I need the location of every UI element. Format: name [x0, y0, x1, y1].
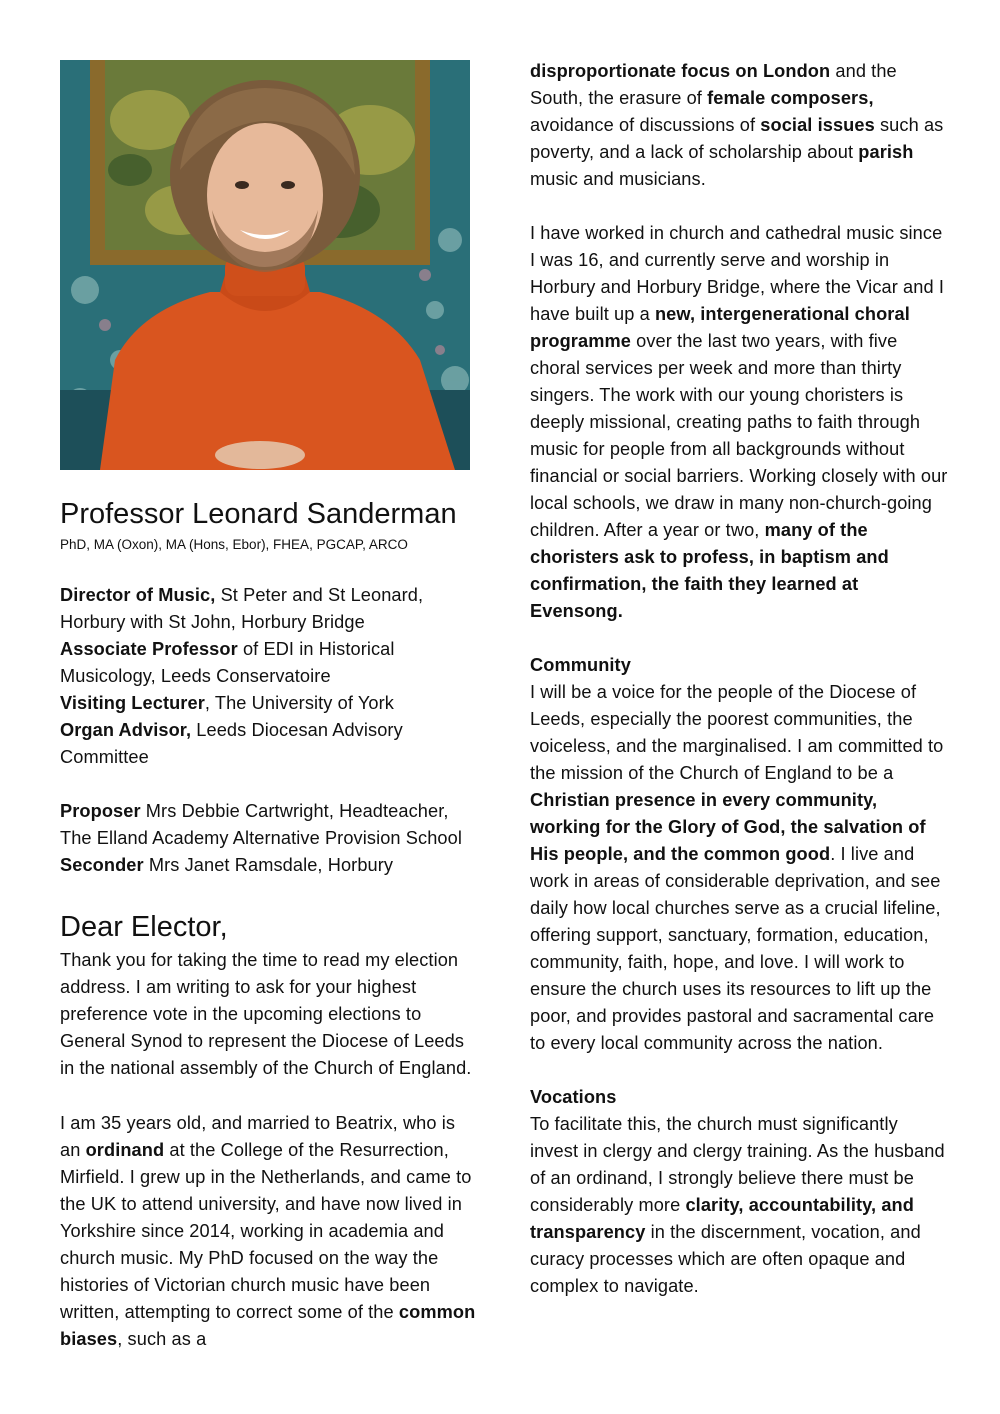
- candidate-portrait: [60, 60, 470, 470]
- bio-continued-paragraph: disproportionate focus on London and the South, the erasure of female composers, avoidance of discussions of social issues such as poverty, and a lack of scholarship about parish music and musicians.: [530, 61, 944, 189]
- intro-paragraph: Thank you for taking the time to read my election address. I am writing to ask for your highest preference vote in the upcoming elections to General Synod to represent the Diocese of Leeds in the national assembly of the Church of England.: [60, 950, 472, 1078]
- candidate-name: Professor Leonard Sanderman: [60, 498, 457, 530]
- role-item: Visiting Lecturer, The University of York: [60, 693, 394, 713]
- vocations-heading: Vocations: [530, 1087, 617, 1107]
- church-music-paragraph: I have worked in church and cathedral music since I was 16, and currently serve and worship in Horbury and Horbury Bridge, where the Vicar and I have built up a new, intergenerational choral programme over the last two years, with five choral services per week and more than thirty singers. The work with our young choristers is deeply missional, creating paths to faith through music for people from all backgrounds without financial or social barriers. Working closely with our local schools, we draw in many non-church-going children. After a year or two, many of the choristers ask to profess, in baptism and confirmation, the faith they learned at Evensong.: [530, 223, 948, 621]
- proposers-list: [60, 798, 480, 879]
- role-item: Organ Advisor, Leeds Diocesan Advisory Committee: [60, 720, 403, 767]
- role-item: Director of Music, St Peter and St Leonard, Horbury with St John, Horbury Bridge: [60, 585, 424, 632]
- role-item: Associate Professor of EDI in Historical Musicology, Leeds Conservatoire: [60, 639, 395, 686]
- proposer-item: Proposer Mrs Debbie Cartwright, Headteacher, The Elland Academy Alternative Provision School: [60, 801, 463, 848]
- community-heading: Community: [530, 655, 631, 675]
- greeting: Dear Elector,: [60, 911, 228, 943]
- community-paragraph: I will be a voice for the people of the Diocese of Leeds, especially the poorest communities, the voiceless, and the marginalised. I am committed to the mission of the Church of England to be a Christian presence in every community, working for the Glory of God, the salvation of His people, and the common good. I live and work in areas of considerable deprivation, and see daily how local churches serve as a crucial lifeline, offering support, sanctuary, formation, education, community, faith, hope, and love. I will work to ensure the church uses its resources to lift up the poor, and provides pastoral and sacramental care to every local community across the nation.: [530, 682, 944, 1053]
- bio-paragraph: I am 35 years old, and married to Beatrix, who is an ordinand at the College of the Resurrection, Mirfield. I grew up in the Netherlands, and came to the UK to attend university, and have now lived in Yorkshire since 2014, working in academia and church music. My PhD focused on the way the histories of Victorian church music have been written, attempting to correct some of the common biases, such as a: [60, 1113, 476, 1349]
- seconder-item: Seconder Mrs Janet Ramsdale, Horbury: [60, 855, 394, 875]
- roles-list: [60, 582, 480, 771]
- vocations-paragraph: To facilitate this, the church must significantly invest in clergy and clergy training. As the husband of an ordinand, I strongly believe there must be considerably more clarity, accountability, and transparency in the discernment, vocation, and curacy processes which are often opaque and complex to navigate.: [530, 1114, 945, 1296]
- right-column: [530, 58, 950, 1300]
- candidate-credentials: PhD, MA (Oxon), MA (Hons, Ebor), FHEA, PGCAP, ARCO: [60, 537, 408, 552]
